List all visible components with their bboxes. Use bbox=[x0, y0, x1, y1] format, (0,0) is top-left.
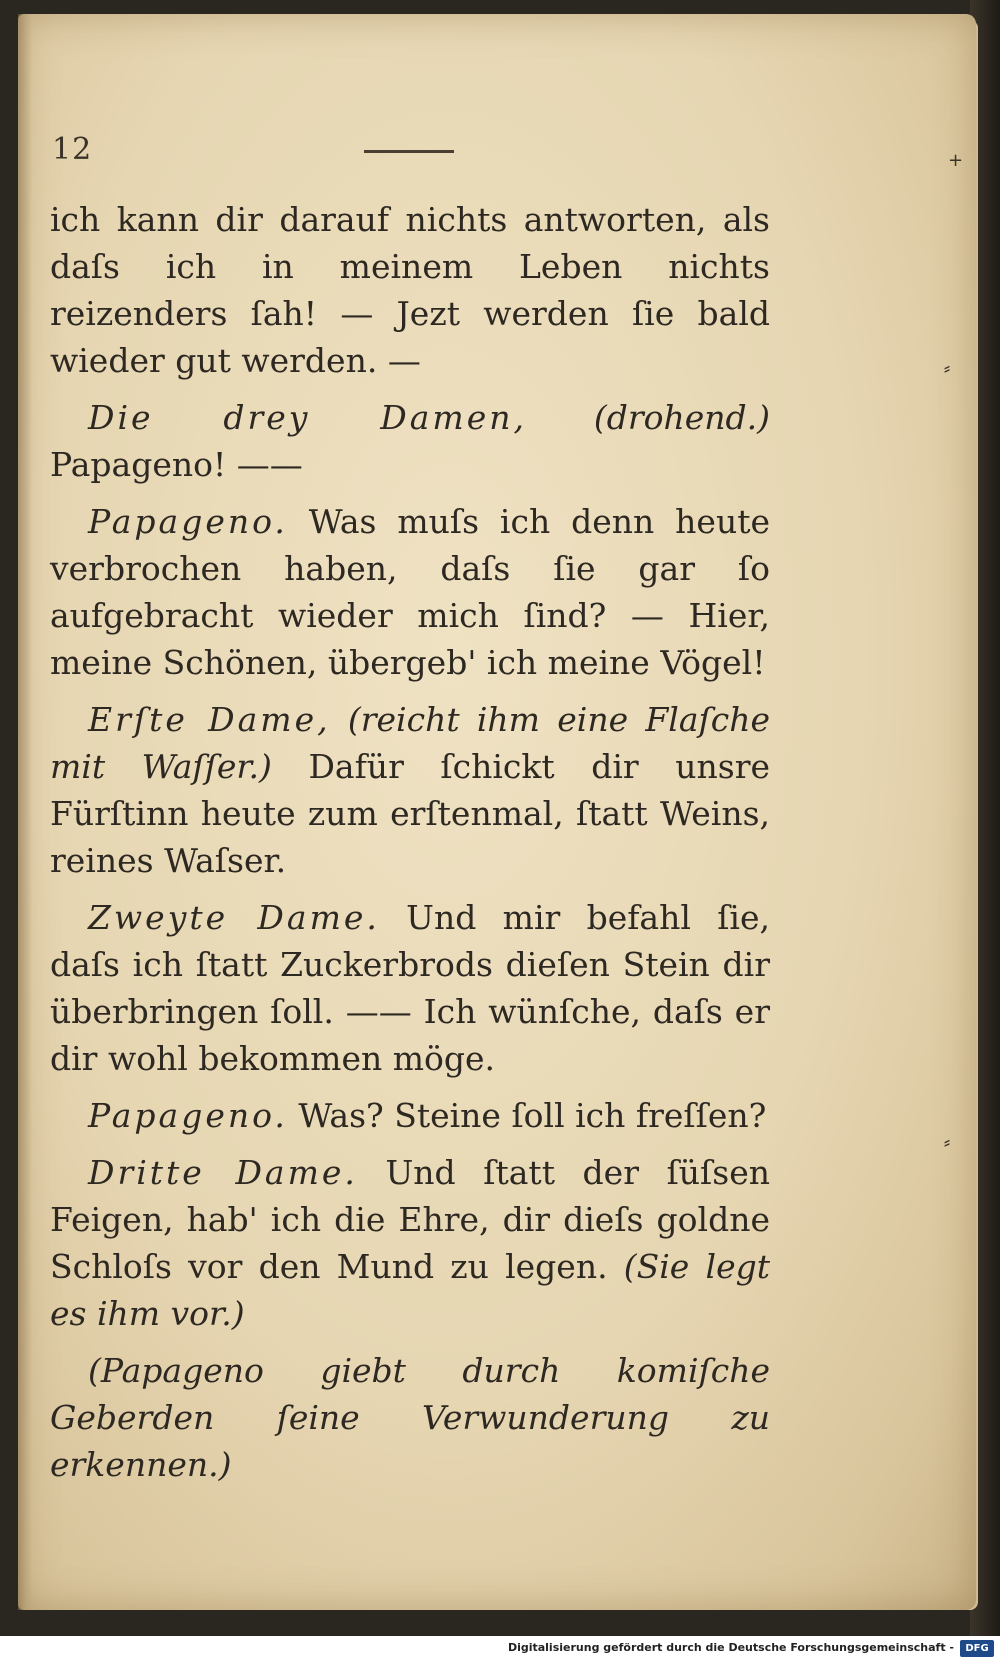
margin-mark: ⸗ bbox=[944, 1132, 950, 1153]
stage-direction: (Papageno giebt durch komiſche Geberden ſeine Verwunderung zu erkennen.) bbox=[50, 1351, 770, 1484]
speaker-name: Dritte Dame. bbox=[88, 1153, 358, 1192]
paragraph bbox=[50, 394, 770, 488]
paragraph bbox=[50, 1347, 770, 1488]
footer-bar bbox=[0, 1636, 1000, 1662]
speaker-name: Erſte Dame, bbox=[88, 700, 331, 739]
dialogue-text: Papageno! —— bbox=[50, 445, 303, 484]
page-text bbox=[50, 196, 770, 1488]
stage-direction: (drohend.) bbox=[527, 398, 771, 437]
page-header bbox=[52, 132, 752, 172]
funding-credit: Digitalisierung gefördert durch die Deutsche Forschungsgemeinschaft - bbox=[507, 1641, 954, 1654]
margin-mark: ⸗ bbox=[944, 358, 950, 379]
dialogue-text: Was muſs ich denn heute verbrochen haben, daſs ſie gar ſo aufgebracht wieder mich ſind? — Hier, meine Schönen, übergeb' ich meine Vögel! bbox=[50, 502, 770, 682]
speaker-name: Papageno. bbox=[88, 502, 288, 541]
dfg-logo: DFG bbox=[960, 1640, 994, 1657]
dialogue-text: ich kann dir darauf nichts antworten, als daſs ich in meinem Leben nichts reizenders ſah! — Jezt werden ſie bald wieder gut werden. — bbox=[50, 200, 770, 380]
stage-direction: (reicht ihm eine Flaſche mit Waſſer.) bbox=[50, 700, 770, 786]
paragraph bbox=[50, 1092, 770, 1139]
stage-direction: (Sie legt es ihm vor.) bbox=[50, 1247, 770, 1333]
speaker-name: Zweyte Dame. bbox=[88, 898, 380, 937]
margin-mark: + bbox=[948, 150, 964, 171]
dialogue-text: Und ſtatt der ſüſsen Feigen, hab' ich die Ehre, dir dieſs goldne Schloſs vor den Mund zu legen. bbox=[50, 1153, 770, 1286]
paragraph bbox=[50, 1149, 770, 1337]
speaker-name: Die drey Damen, bbox=[88, 398, 527, 437]
header-rule bbox=[364, 150, 454, 153]
page-number: 12 bbox=[52, 132, 93, 167]
paragraph bbox=[50, 894, 770, 1082]
page-gutter bbox=[18, 14, 32, 1610]
paragraph bbox=[50, 196, 770, 384]
dialogue-text: Und mir befahl ſie, daſs ich ſtatt Zuckerbrods dieſen Stein dir überbringen ſoll. —— Ich wünſche, daſs er dir wohl bekommen möge. bbox=[50, 898, 770, 1078]
paragraph bbox=[50, 498, 770, 686]
paragraph bbox=[50, 696, 770, 884]
dialogue-text: Was? Steine ſoll ich freſſen? bbox=[287, 1096, 767, 1135]
speaker-name: Papageno. bbox=[88, 1096, 288, 1135]
dialogue-text: Dafür ſchickt dir unsre Fürſtinn heute zum erſtenmal, ſtatt Weins, reines Waſser. bbox=[50, 747, 771, 880]
